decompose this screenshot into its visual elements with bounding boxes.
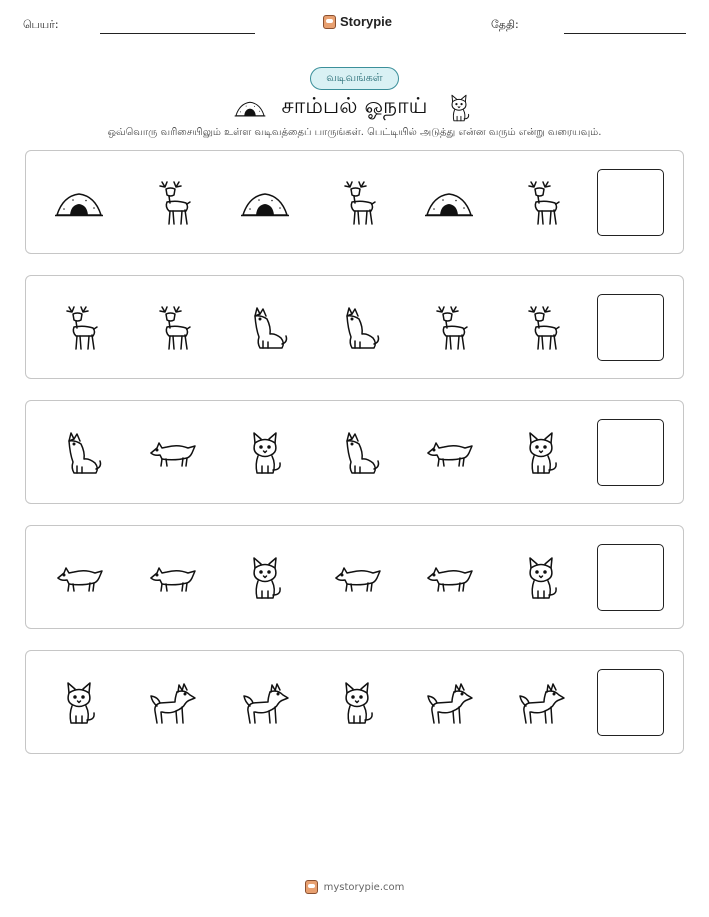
howling-wolf-icon: [54, 428, 104, 478]
answer-box[interactable]: [597, 669, 664, 736]
title-left-icon: [234, 92, 266, 124]
prowling-wolf-icon: [147, 428, 197, 478]
deer-icon: [516, 178, 566, 228]
pattern-row: [25, 275, 684, 379]
brand-name: Storypie: [340, 14, 393, 29]
pattern-row: [25, 525, 684, 629]
prowling-wolf-icon: [424, 428, 474, 478]
cave-icon: [424, 178, 474, 228]
howling-wolf-icon: [332, 303, 382, 353]
instructions: ஒவ்வொரு வரிசையிலும் உள்ள வடிவத்தைப் பாருங்கள். பெட்டியில் அடுத்து என்ன வரும் என்று வரையவும்.: [107, 127, 602, 138]
prowling-wolf-icon: [54, 553, 104, 603]
deer-icon: [147, 178, 197, 228]
answer-box[interactable]: [597, 419, 664, 486]
date-line: [564, 33, 686, 34]
deer-icon: [54, 303, 104, 353]
footer: [0, 880, 709, 894]
standing-wolf-icon: [424, 678, 474, 728]
wolf-pup-icon: [240, 428, 290, 478]
standing-wolf-icon: [240, 678, 290, 728]
prowling-wolf-icon: [424, 553, 474, 603]
storypie-logo-icon: [323, 15, 336, 29]
name-line: [100, 33, 255, 34]
answer-box[interactable]: [597, 544, 664, 611]
wolf-pup-icon: [54, 678, 104, 728]
cave-icon: [54, 178, 104, 228]
deer-icon: [147, 303, 197, 353]
howling-wolf-icon: [332, 428, 382, 478]
deer-icon: [332, 178, 382, 228]
title-right-icon: [443, 92, 475, 124]
wolf-pup-icon: [332, 678, 382, 728]
name-label: பெயர்:: [23, 18, 59, 31]
worksheet-header: [0, 14, 709, 40]
footer-url: mystorypie.com: [323, 881, 405, 893]
cave-icon: [240, 178, 290, 228]
page-title: சாம்பல் ஓநாய்: [281, 94, 428, 119]
howling-wolf-icon: [240, 303, 290, 353]
deer-icon: [424, 303, 474, 353]
prowling-wolf-icon: [332, 553, 382, 603]
wolf-pup-icon: [516, 428, 566, 478]
footer-logo-icon: [305, 880, 318, 894]
pattern-row: [25, 150, 684, 254]
topic-tag: வடிவங்கள்: [310, 67, 399, 90]
standing-wolf-icon: [147, 678, 197, 728]
prowling-wolf-icon: [147, 553, 197, 603]
wolf-pup-icon: [516, 553, 566, 603]
pattern-row: [25, 650, 684, 754]
pattern-row: [25, 400, 684, 504]
title-row: [0, 92, 709, 124]
standing-wolf-icon: [516, 678, 566, 728]
answer-box[interactable]: [597, 294, 664, 361]
wolf-pup-icon: [240, 553, 290, 603]
date-label: தேதி:: [491, 18, 519, 31]
answer-box[interactable]: [597, 169, 664, 236]
brand-logo: [323, 14, 392, 29]
deer-icon: [516, 303, 566, 353]
